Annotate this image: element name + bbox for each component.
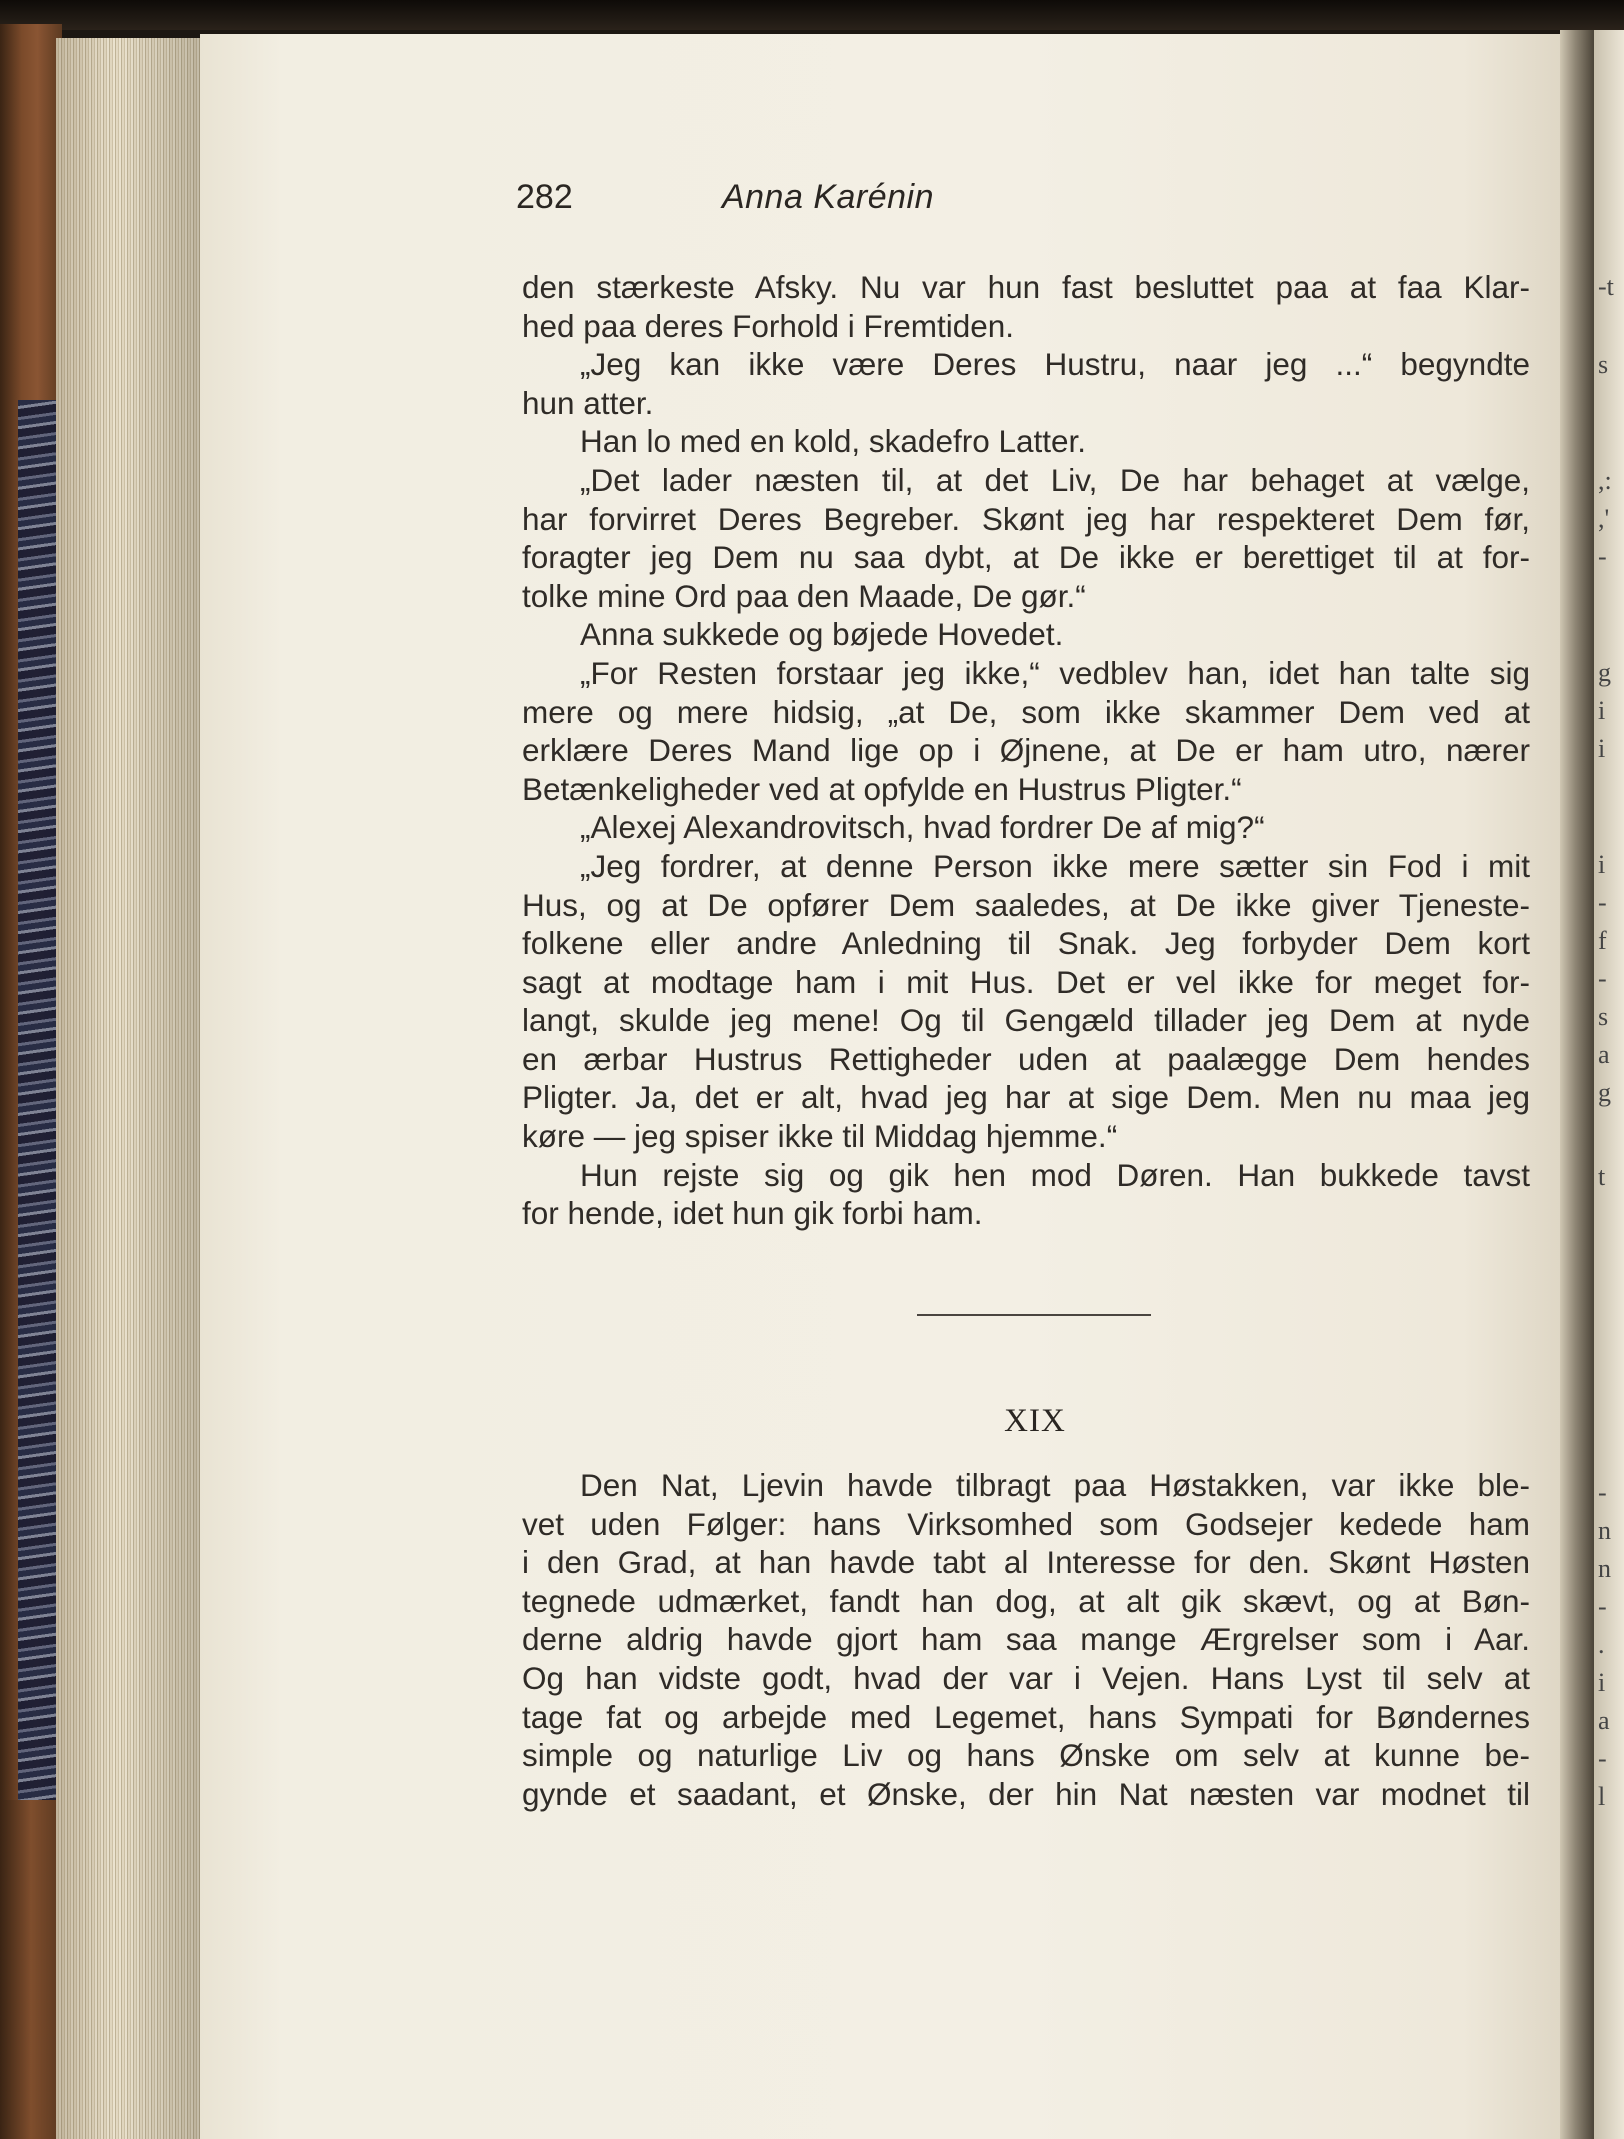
next-page-fragment: . <box>1598 1630 1605 1659</box>
text-line: mere og mere hidsig, „at De, som ikke skammer Dem ved at <box>522 693 1530 730</box>
next-page-fragment: i <box>1598 850 1606 879</box>
next-page-fragment: - <box>1598 542 1607 571</box>
text-line: tage fat og arbejde med Legemet, hans Sympati for Bøndernes <box>522 1698 1530 1735</box>
text-line: Og han vidste godt, hvad der var i Vejen. Hans Lyst til selv at <box>522 1659 1530 1696</box>
text-line: sagt at modtage ham i mit Hus. Det er vel ikke for meget for- <box>522 963 1530 1000</box>
next-page-fragment: f <box>1598 926 1607 955</box>
book-title: Anna Karénin <box>721 178 935 216</box>
text-line: tolke mine Ord paa den Maade, De gør.“ <box>522 577 1086 614</box>
next-page-fragment: -t <box>1598 272 1614 301</box>
text-line: erklære Deres Mand lige op i Øjnene, at De er ham utro, nærer <box>522 732 1530 769</box>
page-stack-shade <box>56 38 206 2139</box>
next-page-fragment: i <box>1598 734 1606 763</box>
text-line: simple og naturlige Liv og hans Ønske om selv at kunne be- <box>522 1737 1530 1774</box>
next-page-fragment: n <box>1598 1516 1611 1545</box>
text-line: har forvirret Deres Begreber. Skønt jeg har respekteret Dem før, <box>522 500 1530 537</box>
next-page-fragment: s <box>1598 350 1609 379</box>
next-page-fragment: a <box>1598 1040 1610 1069</box>
book-gutter <box>1560 30 1594 2139</box>
text-line: hun atter. <box>522 384 654 421</box>
text-line: tegnede udmærket, fandt han dog, at alt gik skævt, og at Bøn- <box>522 1582 1530 1619</box>
text-line: Hus, og at De opfører Dem saaledes, at De ikke giver Tjeneste- <box>522 886 1530 923</box>
next-page-fragment: s <box>1598 1002 1609 1031</box>
text-line: en ærbar Hustrus Rettigheder uden at paalægge Dem hendes <box>522 1040 1530 1077</box>
text-line: gynde et saadant, et Ønske, der hin Nat næsten var modnet til <box>522 1775 1530 1812</box>
next-page-sliver <box>1594 30 1624 2139</box>
text-line: „Alexej Alexandrovitsch, hvad fordrer De af mig?“ <box>580 809 1265 846</box>
next-page-fragment: g <box>1598 1078 1611 1107</box>
next-page-fragment: l <box>1598 1782 1606 1811</box>
text-line: Betænkeligheder ved at opfylde en Hustrus Pligter.“ <box>522 770 1242 807</box>
next-page-fragment: - <box>1598 964 1607 993</box>
text-line: „Jeg kan ikke være Deres Hustru, naar jeg ...“ begyndte <box>580 346 1530 383</box>
text-line: Hun rejste sig og gik hen mod Døren. Han bukkede tavst <box>580 1156 1530 1193</box>
text-line: langt, skulde jeg mene! Og til Gengæld tillader jeg Dem at nyde <box>522 1002 1530 1039</box>
text-line: for hende, idet hun gik forbi ham. <box>522 1195 983 1232</box>
chapter-text <box>522 1466 1530 1813</box>
chapter-heading: XIX <box>1004 1403 1066 1439</box>
next-page-fragment: ,' <box>1598 504 1610 533</box>
text-line: „For Resten forstaar jeg ikke,“ vedblev han, idet han talte sig <box>580 654 1530 691</box>
text-line: foragter jeg Dem nu saa dybt, at De ikke er berettiget til at for- <box>522 539 1530 576</box>
page-number: 282 <box>516 178 573 216</box>
next-page-fragment: a <box>1598 1706 1610 1735</box>
text-line: vet uden Følger: hans Virksomhed som Godsejer kedede ham <box>522 1505 1530 1542</box>
text-line: Han lo med en kold, skadefro Latter. <box>580 423 1087 460</box>
next-page-fragment: t <box>1598 1162 1606 1191</box>
next-page-fragment: g <box>1598 658 1611 687</box>
next-page-fragment: - <box>1598 888 1607 917</box>
text-line: derne aldrig havde gjort ham saa mange Ærgrelser som i Aar. <box>522 1621 1530 1658</box>
next-page-fragment: - <box>1598 1478 1607 1507</box>
book-cover-edge-lower <box>0 1800 62 2139</box>
text-line: „Det lader næsten til, at det Liv, De har behaget at vælge, <box>580 461 1530 498</box>
next-page-fragment: n <box>1598 1554 1611 1583</box>
next-page-fragment: i <box>1598 1668 1606 1697</box>
body-text <box>522 268 1530 1233</box>
text-line: Pligter. Ja, det er alt, hvad jeg har at sige Dem. Men nu maa jeg <box>522 1079 1530 1116</box>
next-page-fragment: i <box>1598 696 1606 725</box>
next-page-fragment: - <box>1598 1744 1607 1773</box>
text-line: hed paa deres Forhold i Fremtiden. <box>522 307 1015 344</box>
text-line: Anna sukkede og bøjede Hovedet. <box>580 616 1064 653</box>
text-line: i den Grad, at han havde tabt al Interesse for den. Skønt Høsten <box>522 1544 1530 1581</box>
next-page-fragment: - <box>1598 1592 1607 1621</box>
table-background <box>0 0 1624 30</box>
text-line: køre — jeg spiser ikke til Middag hjemme.“ <box>522 1118 1118 1155</box>
section-divider <box>917 1314 1151 1316</box>
next-page-fragment: ,: <box>1598 466 1612 495</box>
text-line: Den Nat, Ljevin havde tilbragt paa Høstakken, var ikke ble- <box>580 1467 1530 1503</box>
text-line: folkene eller andre Anledning til Snak. Jeg forbyder Dem kort <box>522 925 1530 962</box>
text-line: „Jeg fordrer, at denne Person ikke mere sætter sin Fod i mit <box>580 847 1530 884</box>
running-head <box>516 178 1140 222</box>
text-line: den stærkeste Afsky. Nu var hun fast besluttet paa at faa Klar- <box>522 269 1530 305</box>
